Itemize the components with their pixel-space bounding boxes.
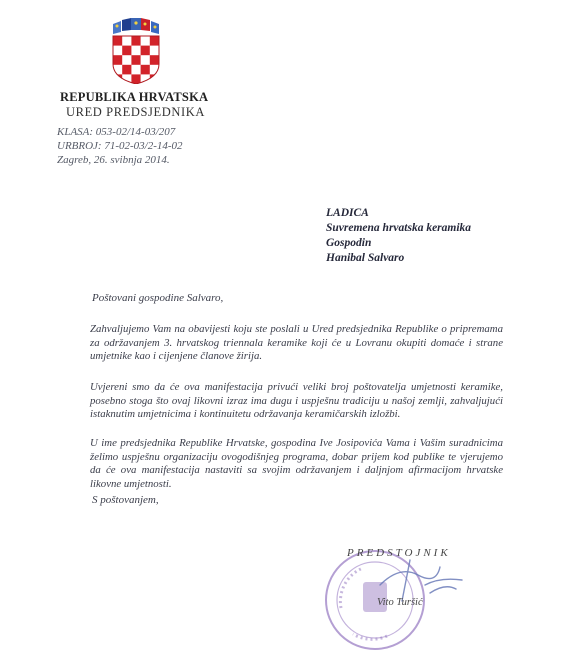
body-paragraph-1: Zahvaljujemo Vam na obavijesti koju ste poslali u Ured predsjednika Republike o pripremama za održavanjem 3. hrvatskog triennala keramike koji će u Lovranu okupiti domaće i strane umjetnike kao i cijenjene članove žirija. <box>90 323 503 363</box>
recipient-line-2: Suvremena hrvatska keramika <box>326 222 472 234</box>
klasa-reference: KLASA: 053-02/14-03/207 <box>57 126 176 138</box>
signatory-name: Vito Turšić <box>377 597 423 608</box>
recipient-line-3: Gospodin <box>326 237 372 249</box>
recipient-line-1: LADICA <box>326 207 369 219</box>
body-paragraph-3: U ime predsjednika Republike Hrvatske, gospodina Ive Josipovića Vama i Vašim suradnicima želimo uspješnu organizaciju ovogodišnjeg programa, dobar prijem kod publike te vjerujemo da će ova manifestacija nastaviti sa svojim održavanjem i daljnjom afirmacijom hrvatske likovne umjetnosti. <box>90 437 503 490</box>
office-heading: URED PREDSJEDNIKA <box>66 105 206 119</box>
republic-heading: REPUBLIKA HRVATSKA <box>60 90 209 104</box>
place-date: Zagreb, 26. svibnja 2014. <box>57 154 170 166</box>
recipient-line-4: Hanibal Salvaro <box>326 252 405 264</box>
urbroj-reference: URBROJ: 71-02-03/2-14-02 <box>57 140 183 152</box>
croatian-coat-of-arms-icon <box>111 18 161 84</box>
body-paragraph-2: Uvjereni smo da će ova manifestacija privući veliki broj poštovatelja umjetnosti keramike, posebno stoga što ovaj likovni izraz ima dugu i uspješnu tradiciju u našoj zemlji, zahvaljujući istaknutim umjetnicima i kontinuitetu održavanja keramičarskih izložbi. <box>90 381 503 421</box>
greeting: Poštovani gospodine Salvaro, <box>92 292 224 304</box>
closing: S poštovanjem, <box>92 494 159 506</box>
signatory-title: PREDSTOJNIK <box>347 547 451 559</box>
